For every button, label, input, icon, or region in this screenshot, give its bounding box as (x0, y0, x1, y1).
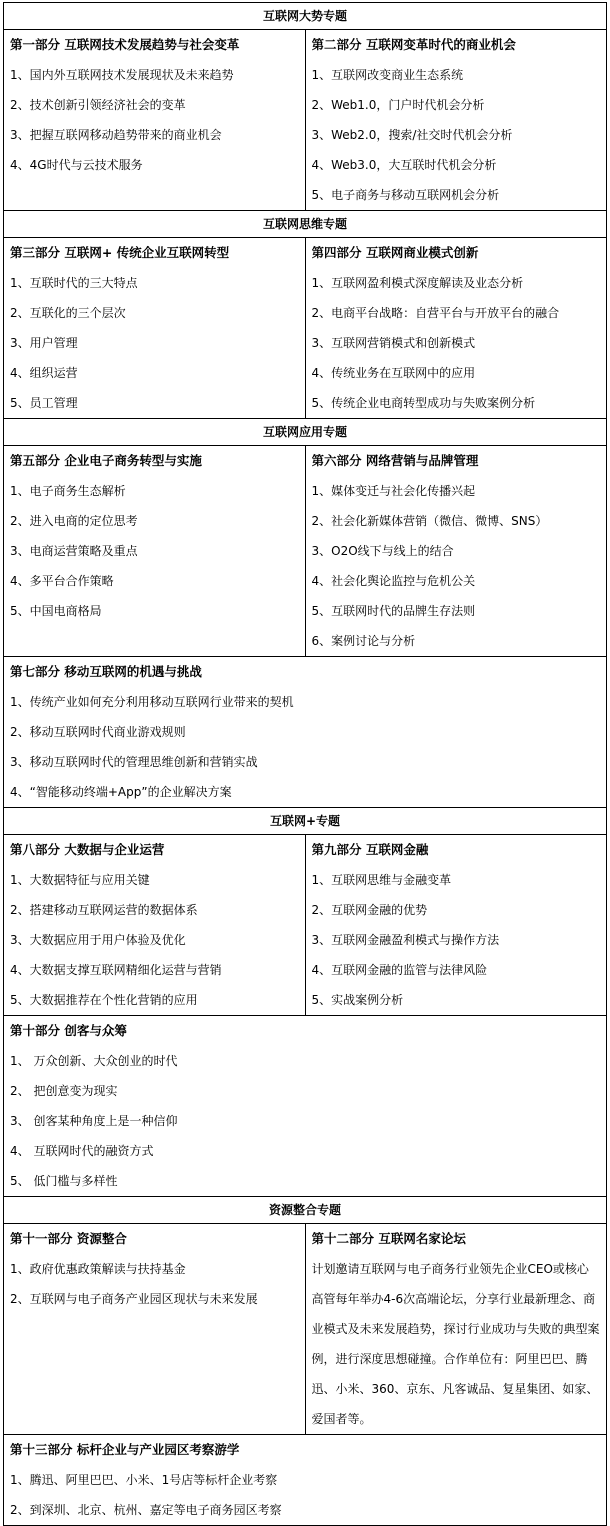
part-cell (4, 1224, 306, 1435)
list-item: 1、互联时代的三大特点 (10, 276, 138, 290)
list-item: 2、 把创意变为现实 (10, 1084, 118, 1098)
part-heading: 第五部分 企业电子商务转型与实施 (10, 453, 202, 468)
part-cell (4, 1435, 607, 1526)
list-item: 1、腾迅、阿里巴巴、小米、1号店等标杆企业考察 (10, 1473, 278, 1487)
part-item-list (10, 1254, 299, 1314)
section-title: 互联网+专题 (4, 808, 607, 835)
list-item: 1、国内外互联网技术发展现状及未来趋势 (10, 68, 234, 82)
list-item: 4、大数据支撑互联网精细化运营与营销 (10, 963, 222, 977)
list-item: 5、大数据推荐在个性化营销的应用 (10, 993, 198, 1007)
list-item: 5、传统企业电商转型成功与失败案例分析 (311, 396, 536, 410)
list-item: 1、媒体变迁与社会化传播兴起 (311, 484, 476, 498)
part-row (4, 1224, 607, 1435)
section-title: 互联网大势专题 (4, 3, 607, 30)
part-cell (4, 30, 306, 211)
list-item: 1、大数据特征与应用关键 (10, 873, 150, 887)
part-row (4, 835, 607, 1016)
part-heading: 第八部分 大数据与企业运营 (10, 842, 165, 857)
list-item: 1、传统产业如何充分利用移动互联网行业带来的契机 (10, 695, 294, 709)
part-item-list (10, 865, 299, 1015)
list-item: 3、Web2.0，搜索/社交时代机会分析 (311, 128, 513, 142)
section-title: 互联网应用专题 (4, 419, 607, 446)
list-item: 1、互联网盈利模式深度解读及业态分析 (311, 276, 524, 290)
part-heading: 第二部分 互联网变革时代的商业机会 (311, 37, 516, 52)
part-heading: 第十一部分 资源整合 (10, 1231, 127, 1246)
curriculum-table (3, 2, 607, 1526)
list-item: 2、到深圳、北京、杭州、嘉定等电子商务园区考察 (10, 1503, 282, 1517)
part-item-list (10, 60, 299, 180)
part-heading: 第四部分 互联网商业模式创新 (311, 245, 479, 260)
part-item-list (10, 687, 600, 807)
part-item-list (312, 476, 601, 656)
list-item: 2、互联化的三个层次 (10, 306, 126, 320)
list-item: 3、O2O线下与线上的结合 (311, 544, 454, 558)
list-item: 4、社会化舆论监控与危机公关 (311, 574, 476, 588)
list-item: 3、互联网营销模式和创新模式 (311, 336, 476, 350)
list-item: 2、互联网与电子商务产业园区现状与未来发展 (10, 1292, 258, 1306)
part-cell (305, 238, 607, 419)
list-item: 1、互联网思维与金融变革 (311, 873, 452, 887)
section-title-row (4, 3, 607, 30)
list-item: 3、电商运营策略及重点 (10, 544, 138, 558)
part-cell (4, 657, 607, 808)
list-item: 5、员工管理 (10, 396, 78, 410)
list-item: 4、多平台合作策略 (10, 574, 114, 588)
part-heading: 第九部分 互联网金融 (311, 842, 429, 857)
list-item: 2、社会化新媒体营销（微信、微博、SNS） (311, 514, 548, 528)
list-item: 2、Web1.0，门户时代机会分析 (311, 98, 485, 112)
part-heading: 第十三部分 标杆企业与产业园区考察游学 (10, 1442, 240, 1457)
list-item: 1、互联网改变商业生态系统 (311, 68, 464, 82)
list-item: 4、 互联网时代的融资方式 (10, 1144, 154, 1158)
section-title: 互联网思维专题 (4, 211, 607, 238)
part-heading: 第一部分 互联网技术发展趋势与社会变革 (10, 37, 240, 52)
part-row (4, 657, 607, 808)
list-item: 1、 万众创新、大众创业的时代 (10, 1054, 178, 1068)
section-title: 资源整合专题 (4, 1197, 607, 1224)
part-cell (305, 1224, 607, 1435)
part-cell (305, 835, 607, 1016)
section-title-row (4, 419, 607, 446)
part-item-list (10, 1046, 600, 1196)
list-item: 2、进入电商的定位思考 (10, 514, 138, 528)
part-row (4, 30, 607, 211)
list-item: 5、互联网时代的品牌生存法则 (311, 604, 476, 618)
list-item: 1、电子商务生态解析 (10, 484, 126, 498)
list-item: 5、实战案例分析 (311, 993, 404, 1007)
part-cell (4, 1016, 607, 1197)
part-description: 计划邀请互联网与电子商务行业领先企业CEO或核心高管每年举办4-6次高端论坛，分享行业最新理念、商业模式及未来发展趋势，探讨行业成功与失败的典型案例，进行深度思想碰撞。合作单位有：阿里巴巴、腾迅、小米、360、京东、凡客诚品、复星集团、如家、爱国者等。 (311, 1262, 600, 1426)
section-title-row (4, 211, 607, 238)
list-item: 4、“智能移动终端+App”的企业解决方案 (10, 785, 232, 799)
part-item-list (10, 268, 299, 418)
list-item: 3、大数据应用于用户体验及优化 (10, 933, 186, 947)
section-title-row (4, 808, 607, 835)
part-row (4, 1016, 607, 1197)
list-item: 6、案例讨论与分析 (311, 634, 416, 648)
part-item-list (312, 60, 601, 210)
part-heading: 第六部分 网络营销与品牌管理 (311, 453, 479, 468)
section-title-row (4, 1197, 607, 1224)
list-item: 4、Web3.0，大互联时代机会分析 (311, 158, 497, 172)
list-item: 3、 创客某种角度上是一种信仰 (10, 1114, 178, 1128)
part-heading: 第十部分 创客与众筹 (10, 1023, 127, 1038)
part-heading: 第七部分 移动互联网的机遇与挑战 (10, 664, 202, 679)
part-cell (305, 30, 607, 211)
list-item: 4、组织运营 (10, 366, 78, 380)
list-item: 2、技术创新引领经济社会的变革 (10, 98, 186, 112)
part-heading: 第三部分 互联网+ 传统企业互联网转型 (10, 245, 230, 260)
part-row (4, 1435, 607, 1526)
part-heading: 第十二部分 互联网名家论坛 (311, 1231, 466, 1246)
list-item: 2、电商平台战略：自营平台与开放平台的融合 (311, 306, 560, 320)
list-item: 5、中国电商格局 (10, 604, 102, 618)
part-cell (4, 835, 306, 1016)
list-item: 3、用户管理 (10, 336, 78, 350)
part-row (4, 238, 607, 419)
list-item: 4、互联网金融的监管与法律风险 (311, 963, 488, 977)
list-item: 4、4G时代与云技术服务 (10, 158, 143, 172)
part-cell (4, 238, 306, 419)
part-item-list (10, 476, 299, 626)
list-item: 5、 低门槛与多样性 (10, 1174, 118, 1188)
list-item: 3、把握互联网移动趋势带来的商业机会 (10, 128, 222, 142)
list-item: 2、移动互联网时代商业游戏规则 (10, 725, 186, 739)
list-item: 5、电子商务与移动互联网机会分析 (311, 188, 500, 202)
list-item: 1、政府优惠政策解读与扶持基金 (10, 1262, 186, 1276)
list-item: 3、移动互联网时代的管理思维创新和营销实战 (10, 755, 258, 769)
list-item: 4、传统业务在互联网中的应用 (311, 366, 476, 380)
part-row (4, 446, 607, 657)
part-cell (4, 446, 306, 657)
part-cell (305, 446, 607, 657)
list-item: 3、互联网金融盈利模式与操作方法 (311, 933, 500, 947)
part-item-list (312, 865, 601, 1015)
part-item-list (312, 268, 601, 418)
list-item: 2、搭建移动互联网运营的数据体系 (10, 903, 198, 917)
list-item: 2、互联网金融的优势 (311, 903, 428, 917)
part-item-list (10, 1465, 600, 1525)
